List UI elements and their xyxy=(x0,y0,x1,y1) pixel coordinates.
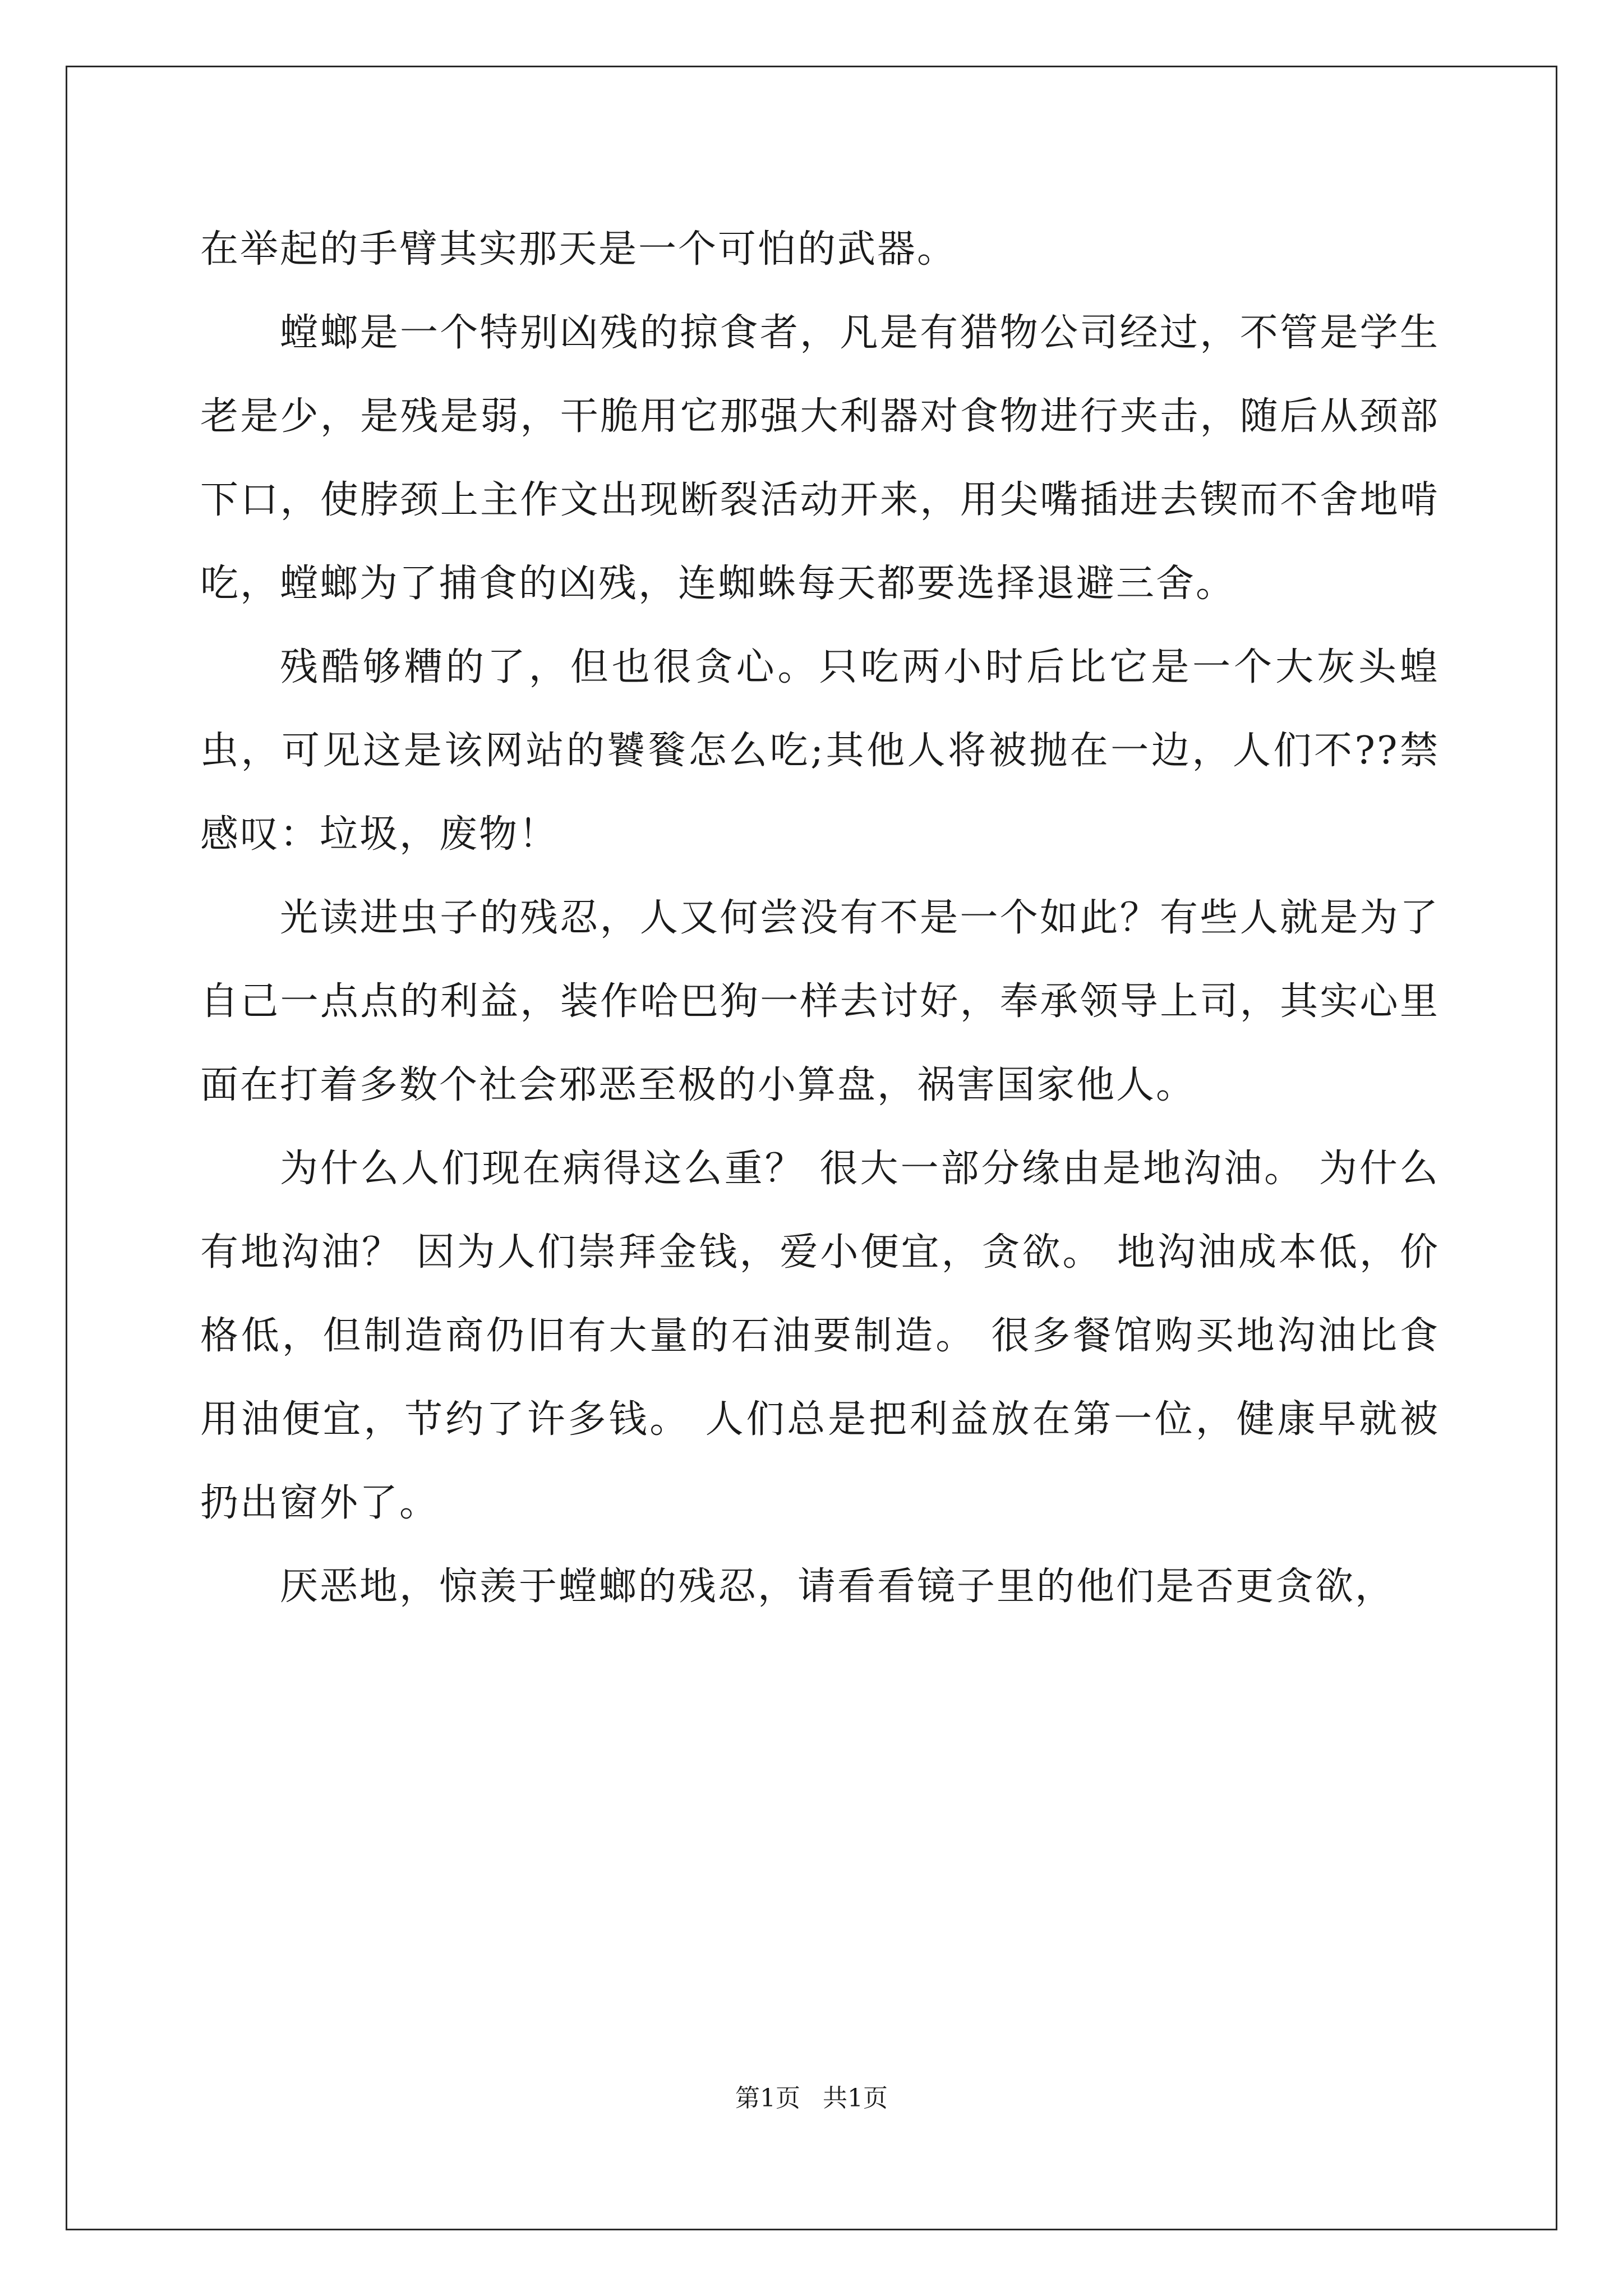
page-number-current: 第1页 xyxy=(735,2084,800,2113)
paragraph-5: 为什么人们现在病得这么重？ 很大一部分缘由是地沟油。 为什么有地沟油？ 因为人们崇拜金钱，爱小便宜，贪欲。 地沟油成本低，价格低，但制造商仍旧有大量的石油要制造。 很多餐馆购买地沟油比食用油便宜，节约了许多钱。 人们总是把利益放在第一位，健康早就被扔出窗外了。 xyxy=(200,1147,1440,1525)
paragraph-3: 残酷够糟的了，但也很贪心。只吃两小时后比它是一个大灰头蝗虫，可见这是该网站的饕餮怎么吃;其他人将被抛在一边，人们不??禁感叹：垃圾，废物！ xyxy=(200,645,1440,857)
page-number-total: 共1页 xyxy=(823,2084,888,2113)
document-body xyxy=(200,208,1440,1628)
paragraph-6: 厌恶地，惊羡于螳螂的残忍，请看看镜子里的他们是否更贪欲， xyxy=(280,1565,1395,1609)
paragraph-4: 光读进虫子的残忍，人又何尝没有不是一个如此？有些人就是为了自己一点点的利益，装作哈巴狗一样去讨好，奉承领导上司，其实心里面在打着多数个社会邪恶至极的小算盘，祸害国家他人。 xyxy=(200,896,1440,1107)
paragraph-1: 在举起的手臂其实那天是一个可怕的武器。 xyxy=(200,227,957,272)
page-footer xyxy=(0,2082,1623,2115)
paragraph-2: 螳螂是一个特别凶残的掠食者，凡是有猎物公司经过，不管是学生老是少，是残是弱，干脆用它那强大利器对食物进行夹击，随后从颈部下口，使脖颈上主作文出现断裂活动开来，用尖嘴插进去锲而不舍地啃吃，螳螂为了捕食的凶残，连蜘蛛每天都要选择退避三舍。 xyxy=(200,311,1440,606)
